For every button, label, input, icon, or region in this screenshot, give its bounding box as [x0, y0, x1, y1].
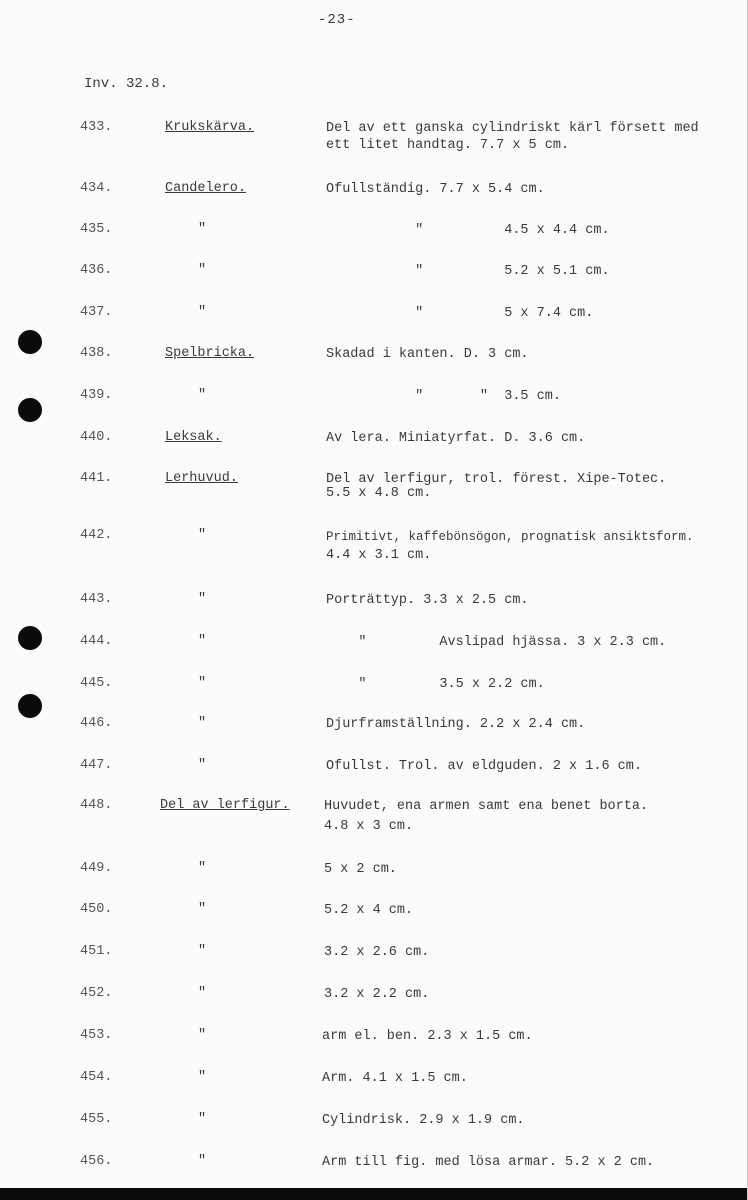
item-description: Del av lerfigur, trol. förest. Xipe-Totec. [326, 472, 667, 487]
scan-bottom-edge [0, 1188, 748, 1200]
item-description: Ofullst. Trol. av eldguden. 2 x 1.6 cm. [326, 759, 642, 774]
ditto-mark: " [198, 902, 207, 917]
item-description-cont: 4.8 x 3 cm. [324, 819, 414, 834]
page-number: -23- [318, 12, 356, 28]
item-number: 445. [80, 676, 113, 691]
item-description: Skadad i kanten. D. 3 cm. [326, 347, 529, 362]
ditto-mark: " [198, 1070, 207, 1085]
item-description: arm el. ben. 2.3 x 1.5 cm. [322, 1029, 533, 1044]
item-name: Lerhuvud. [165, 471, 238, 486]
item-number: 451. [80, 944, 113, 959]
item-number: 440. [80, 430, 113, 445]
item-description: 5.2 x 4 cm. [324, 903, 414, 918]
ditto-mark: " [198, 305, 207, 320]
item-number: 456. [80, 1154, 113, 1169]
ditto-mark: " [198, 1154, 207, 1169]
item-number: 450. [80, 902, 113, 917]
item-number: 442. [80, 528, 113, 543]
item-description: Arm till fig. med lösa armar. 5.2 x 2 cm. [322, 1155, 655, 1170]
item-number: 455. [80, 1112, 113, 1127]
item-number: 446. [80, 716, 113, 731]
punch-hole [18, 694, 42, 718]
item-number: 433. [80, 120, 113, 135]
item-name: Krukskärva. [165, 120, 255, 135]
ditto-mark: " [198, 634, 207, 649]
item-description: 3.2 x 2.2 cm. [324, 987, 430, 1002]
item-number: 443. [80, 592, 113, 607]
item-number: 439. [80, 388, 113, 403]
ditto-mark: " [198, 263, 207, 278]
inventory-label: Inv. 32.8. [84, 76, 169, 92]
item-number: 447. [80, 758, 113, 773]
item-description: Cylindrisk. 2.9 x 1.9 cm. [322, 1113, 525, 1128]
item-number: 437. [80, 305, 113, 320]
punch-hole [18, 626, 42, 650]
ditto-mark: " [198, 944, 207, 959]
item-name: Spelbricka. [165, 346, 255, 361]
item-description: " " 3.5 cm. [326, 389, 561, 404]
item-description: Primitivt, kaffebönsögon, prognatisk ansiktsform. [326, 530, 694, 544]
item-description: 5 x 2 cm. [324, 862, 397, 877]
ditto-mark: " [198, 592, 207, 607]
item-description: " Avslipad hjässa. 3 x 2.3 cm. [326, 635, 667, 650]
item-description: Porträttyp. 3.3 x 2.5 cm. [326, 593, 529, 608]
item-name: Leksak. [165, 430, 222, 445]
ditto-mark: " [198, 388, 207, 403]
item-number: 453. [80, 1028, 113, 1043]
item-description: " 3.5 x 2.2 cm. [326, 677, 545, 692]
item-description-cont: 4.4 x 3.1 cm. [326, 548, 432, 563]
ditto-mark: " [198, 861, 207, 876]
item-description-cont: 5.5 x 4.8 cm. [326, 486, 432, 501]
item-description: Av lera. Miniatyrfat. D. 3.6 cm. [326, 431, 586, 446]
punch-hole [18, 398, 42, 422]
item-number: 434. [80, 181, 113, 196]
ditto-mark: " [198, 716, 207, 731]
ditto-mark: " [198, 1028, 207, 1043]
item-description: Del av ett ganska cylindriskt kärl försett med [326, 121, 699, 136]
item-description: Huvudet, ena armen samt ena benet borta. [324, 799, 649, 814]
item-number: 441. [80, 471, 113, 486]
ditto-mark: " [198, 528, 207, 543]
item-description: " 5.2 x 5.1 cm. [326, 264, 610, 279]
ditto-mark: " [198, 222, 207, 237]
item-description: 3.2 x 2.6 cm. [324, 945, 430, 960]
item-number: 448. [80, 798, 113, 813]
item-number: 452. [80, 986, 113, 1001]
item-number: 438. [80, 346, 113, 361]
item-number: 435. [80, 222, 113, 237]
punch-hole [18, 330, 42, 354]
item-number: 444. [80, 634, 113, 649]
ditto-mark: " [198, 986, 207, 1001]
item-description-cont: ett litet handtag. 7.7 x 5 cm. [326, 138, 570, 153]
ditto-mark: " [198, 1112, 207, 1127]
item-description: Arm. 4.1 x 1.5 cm. [322, 1071, 468, 1086]
item-description: Ofullständig. 7.7 x 5.4 cm. [326, 182, 545, 197]
ditto-mark: " [198, 758, 207, 773]
item-name: Del av lerfigur. [160, 798, 290, 813]
item-number: 449. [80, 861, 113, 876]
item-description: " 5 x 7.4 cm. [326, 306, 594, 321]
item-description: " 4.5 x 4.4 cm. [326, 223, 610, 238]
item-name: Candelero. [165, 181, 247, 196]
item-number: 454. [80, 1070, 113, 1085]
item-number: 436. [80, 263, 113, 278]
item-description: Djurframställning. 2.2 x 2.4 cm. [326, 717, 586, 732]
ditto-mark: " [198, 676, 207, 691]
